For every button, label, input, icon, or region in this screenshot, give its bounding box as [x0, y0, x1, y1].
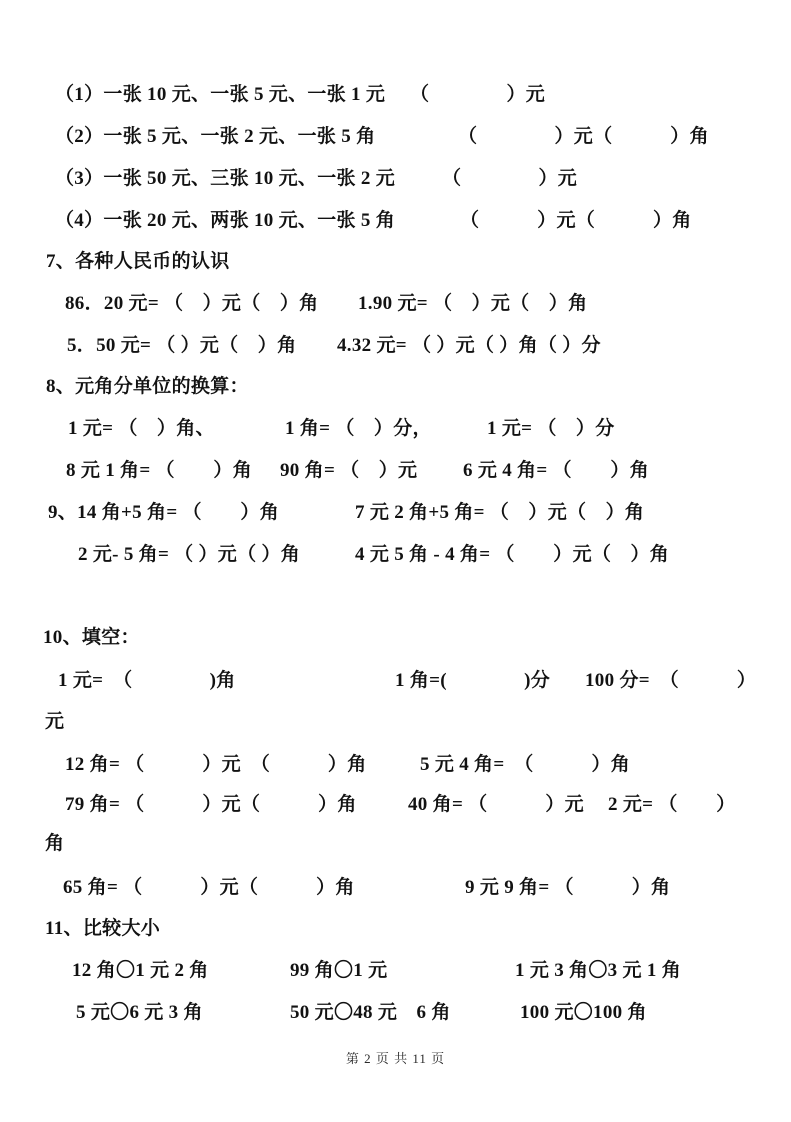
banknote-item-2-answer: （ ）元（ ）角: [458, 126, 709, 147]
exercise-line: 79 角= （ ）元（ ）角: [65, 794, 357, 815]
exercise-line: 1 元= （ ）角、: [68, 418, 215, 439]
exercise-line: 2 元= （ ）: [608, 794, 736, 815]
exercise-line: 99 角〇1 元: [290, 960, 388, 981]
exercise-line: 5．50 元= （ ）元（ ）角: [67, 335, 297, 356]
banknote-item-4-label: （4）一张 20 元、两张 10 元、一张 5 角: [55, 210, 396, 231]
banknote-item-3-label: （3）一张 50 元、三张 10 元、一张 2 元: [55, 168, 396, 189]
exercise-line: 9 元 9 角= （ ）角: [465, 877, 671, 898]
banknote-item-1-answer: （ ）元: [410, 84, 546, 105]
exercise-line: 100 元〇100 角: [520, 1002, 647, 1023]
banknote-item-2-label: （2）一张 5 元、一张 2 元、一张 5 角: [55, 126, 376, 147]
exercise-line: 4 元 5 角 - 4 角= （ ）元（ ）角: [355, 544, 670, 565]
exercise-line: 6 元 4 角= （ ）角: [463, 460, 650, 481]
exercise-line: 1 角= （ ）分，: [285, 418, 432, 439]
banknote-item-4-answer: （ ）元（ ）角: [460, 210, 692, 231]
section-11-title: 11、比较大小: [45, 918, 161, 939]
exercise-line: 7 元 2 角+5 角= （ ）元（ ）角: [355, 502, 645, 523]
exercise-line: 12 角= （ ）元 （ ）角: [65, 754, 367, 775]
banknote-item-3-answer: （ ）元: [442, 168, 578, 189]
exercise-line: 2 元- 5 角= （ ）元（ ）角: [78, 544, 301, 565]
page-footer: 第 2 页 共 11 页: [345, 1051, 446, 1066]
exercise-line: 90 角= （ ）元: [280, 460, 418, 481]
section-8-title: 8、元角分单位的换算：: [46, 376, 249, 397]
exercise-line: 1 角=( )分: [395, 670, 551, 691]
exercise-line: 1 元= （ ）分: [487, 418, 615, 439]
exercise-line: 1.90 元= （ ）元（ ）角: [358, 293, 588, 314]
exercise-line: 86．20 元= （ ）元（ ）角: [65, 293, 319, 314]
section-9-line: 9、14 角+5 角= （ ）角: [48, 502, 280, 523]
exercise-line: 5 元〇6 元 3 角: [76, 1002, 203, 1023]
section-7-title: 7、各种人民币的认识: [46, 251, 230, 272]
exercise-line: 65 角= （ ）元（ ）角: [63, 877, 355, 898]
exercise-line: 1 元 3 角〇3 元 1 角: [515, 960, 682, 981]
wrap-char: 角: [45, 833, 65, 854]
exercise-line: 8 元 1 角= （ ）角: [66, 460, 253, 481]
exercise-line: 12 角〇1 元 2 角: [72, 960, 209, 981]
section-10-title: 10、填空：: [43, 627, 140, 648]
banknote-item-1-label: （1）一张 10 元、一张 5 元、一张 1 元: [55, 84, 386, 105]
exercise-line: 50 元〇48 元 6 角: [290, 1002, 451, 1023]
exercise-line: 1 元= （ )角: [58, 670, 236, 691]
wrap-char: 元: [45, 711, 65, 732]
exercise-line: 40 角= （ ）元: [408, 794, 584, 815]
exercise-line: 5 元 4 角= （ ）角: [420, 754, 631, 775]
exercise-line: 4.32 元= （ ）元（ ）角（ ）分: [337, 335, 601, 356]
exercise-line: 100 分= （ ）: [585, 670, 757, 691]
